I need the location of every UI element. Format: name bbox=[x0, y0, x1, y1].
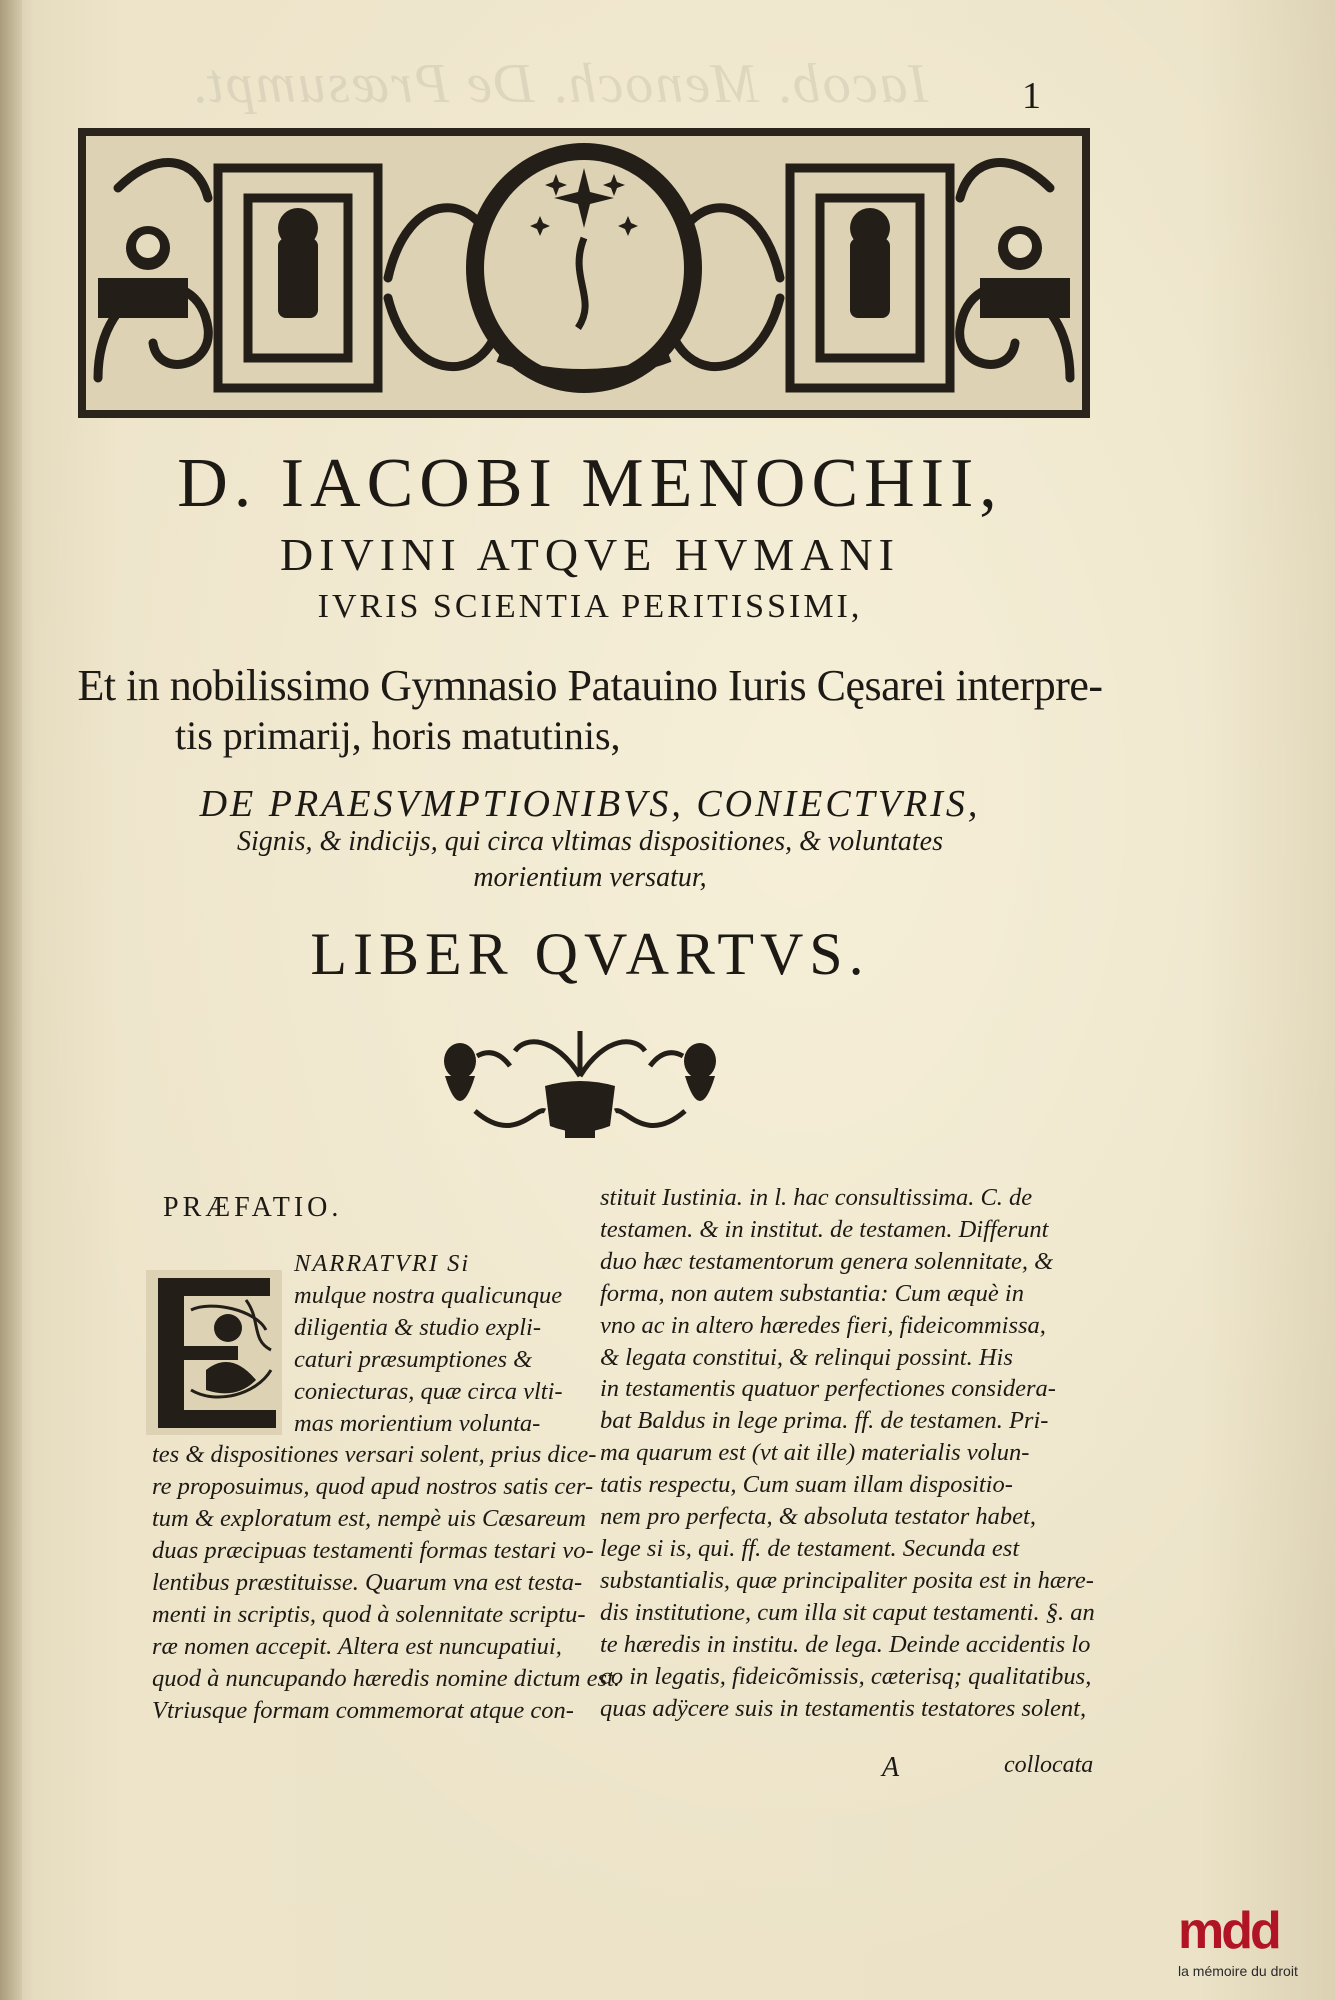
text-line: & legata constitui, & relinqui possint. His bbox=[600, 1343, 1013, 1371]
ornamental-headpiece-icon bbox=[78, 128, 1090, 418]
text-line: tes & dispositiones versari solent, prius dice- bbox=[152, 1441, 597, 1469]
text-line: duas præcipuas testamenti formas testari vo- bbox=[152, 1537, 594, 1565]
text-line: co in legatis, fideicõmissis, cæterisq; qualitatibus, bbox=[600, 1662, 1092, 1690]
title-epithet-continued: IVRIS SCIENTIA PERITISSIMI, bbox=[317, 588, 863, 625]
text-line: dis institutione, cum illa sit caput testamenti. §. an bbox=[600, 1598, 1095, 1626]
text-line: re proposuimus, quod apud nostros satis cer- bbox=[152, 1473, 594, 1501]
title-institution: Et in nobilissimo Gymnasio Patauino Iuris Cęsarei interpre- bbox=[77, 661, 1103, 710]
text-line: quas adÿcere suis in testamentis testatores solent, bbox=[600, 1694, 1087, 1722]
logo-mark: mdd bbox=[1178, 1902, 1279, 1960]
text-line: forma, non autem substantia: Cum æquè in bbox=[600, 1279, 1024, 1307]
text-line: duo hæc testamentorum genera solennitate, & bbox=[600, 1247, 1054, 1275]
text-line: in testamentis quatuor perfectiones considera- bbox=[600, 1375, 1056, 1403]
text-line: mas morientium volunta- bbox=[294, 1409, 541, 1437]
page-number: 1 bbox=[1022, 75, 1041, 117]
text-line: Vtriusque formam commemorat atque con- bbox=[152, 1696, 574, 1724]
text-line: caturi præsumptiones & bbox=[294, 1345, 533, 1373]
preface-heading: PRÆFATIO. bbox=[163, 1192, 343, 1223]
text-line: NARRATVRI Si bbox=[294, 1250, 471, 1277]
bleed-through-text: Iacob. Menoch. De Præsumpt. bbox=[190, 53, 929, 115]
text-line: testamen. & in institut. de testamen. Differunt bbox=[600, 1215, 1049, 1243]
catchword: collocata bbox=[1004, 1752, 1094, 1778]
text-line: diligentia & studio expli- bbox=[294, 1313, 542, 1341]
text-line: ræ nomen accepit. Altera est nuncupatiui, bbox=[152, 1632, 562, 1660]
text-line: stituit Iustinia. in l. hac consultissima. C. de bbox=[600, 1184, 1033, 1211]
subject-description-continued: morientium versatur, bbox=[473, 862, 707, 893]
logo-tagline: la mémoire du droit bbox=[1178, 1963, 1298, 1979]
preface-left-column bbox=[152, 1248, 620, 1727]
signature-mark: A bbox=[882, 1752, 900, 1783]
title-author: D. IACOBI MENOCHII, bbox=[177, 445, 1003, 522]
subject-description: Signis, & indicijs, qui circa vltimas dispositiones, & voluntates bbox=[237, 826, 943, 857]
text-line: mulque nostra qualicunque bbox=[294, 1281, 563, 1309]
text-line: nem pro perfecta, & absoluta testator habet, bbox=[600, 1503, 1036, 1531]
text-line: tum & exploratum est, nempè uis Cæsareum bbox=[152, 1505, 586, 1533]
text-line: tatis respectu, Cum suam illam dispositio- bbox=[600, 1471, 1013, 1499]
text-line: lege si is, qui. ff. de testament. Secunda est bbox=[600, 1534, 1020, 1562]
title-epithet: DIVINI ATQVE HVMANI bbox=[280, 529, 900, 580]
preface-right-column bbox=[600, 1182, 1095, 1724]
text-line: bat Baldus in lege prima. ff. de testamen. Pri- bbox=[600, 1407, 1049, 1435]
title-institution-continued: tis primarij, horis matutinis, bbox=[175, 713, 621, 758]
text-line: te hæredis in institu. de lega. Deinde accidentis lo bbox=[600, 1630, 1091, 1658]
mdd-logo bbox=[1178, 1902, 1328, 1995]
text-line: lentibus præstituisse. Quarum vna est testa- bbox=[152, 1569, 583, 1597]
text-line: ma quarum est (vt ait ille) materialis volun- bbox=[600, 1439, 1030, 1467]
vase-vignette-icon bbox=[415, 1016, 745, 1146]
text-line: coniecturas, quæ circa vlti- bbox=[294, 1377, 563, 1405]
text-line: quod à nuncupando hæredis nomine dictum est. bbox=[152, 1664, 620, 1692]
book-title: LIBER QVARTVS. bbox=[310, 921, 870, 987]
text-line: vno ac in altero hæredes fieri, fideicommissa, bbox=[600, 1311, 1046, 1339]
binding-gutter bbox=[0, 0, 22, 2000]
text-line: substantialis, quæ principaliter posita est in hære- bbox=[600, 1566, 1094, 1594]
subject-heading: DE PRAESVMPTIONIBVS, CONIECTVRIS, bbox=[199, 783, 981, 825]
text-line: menti in scriptis, quod à solennitate scriptu- bbox=[152, 1600, 586, 1628]
